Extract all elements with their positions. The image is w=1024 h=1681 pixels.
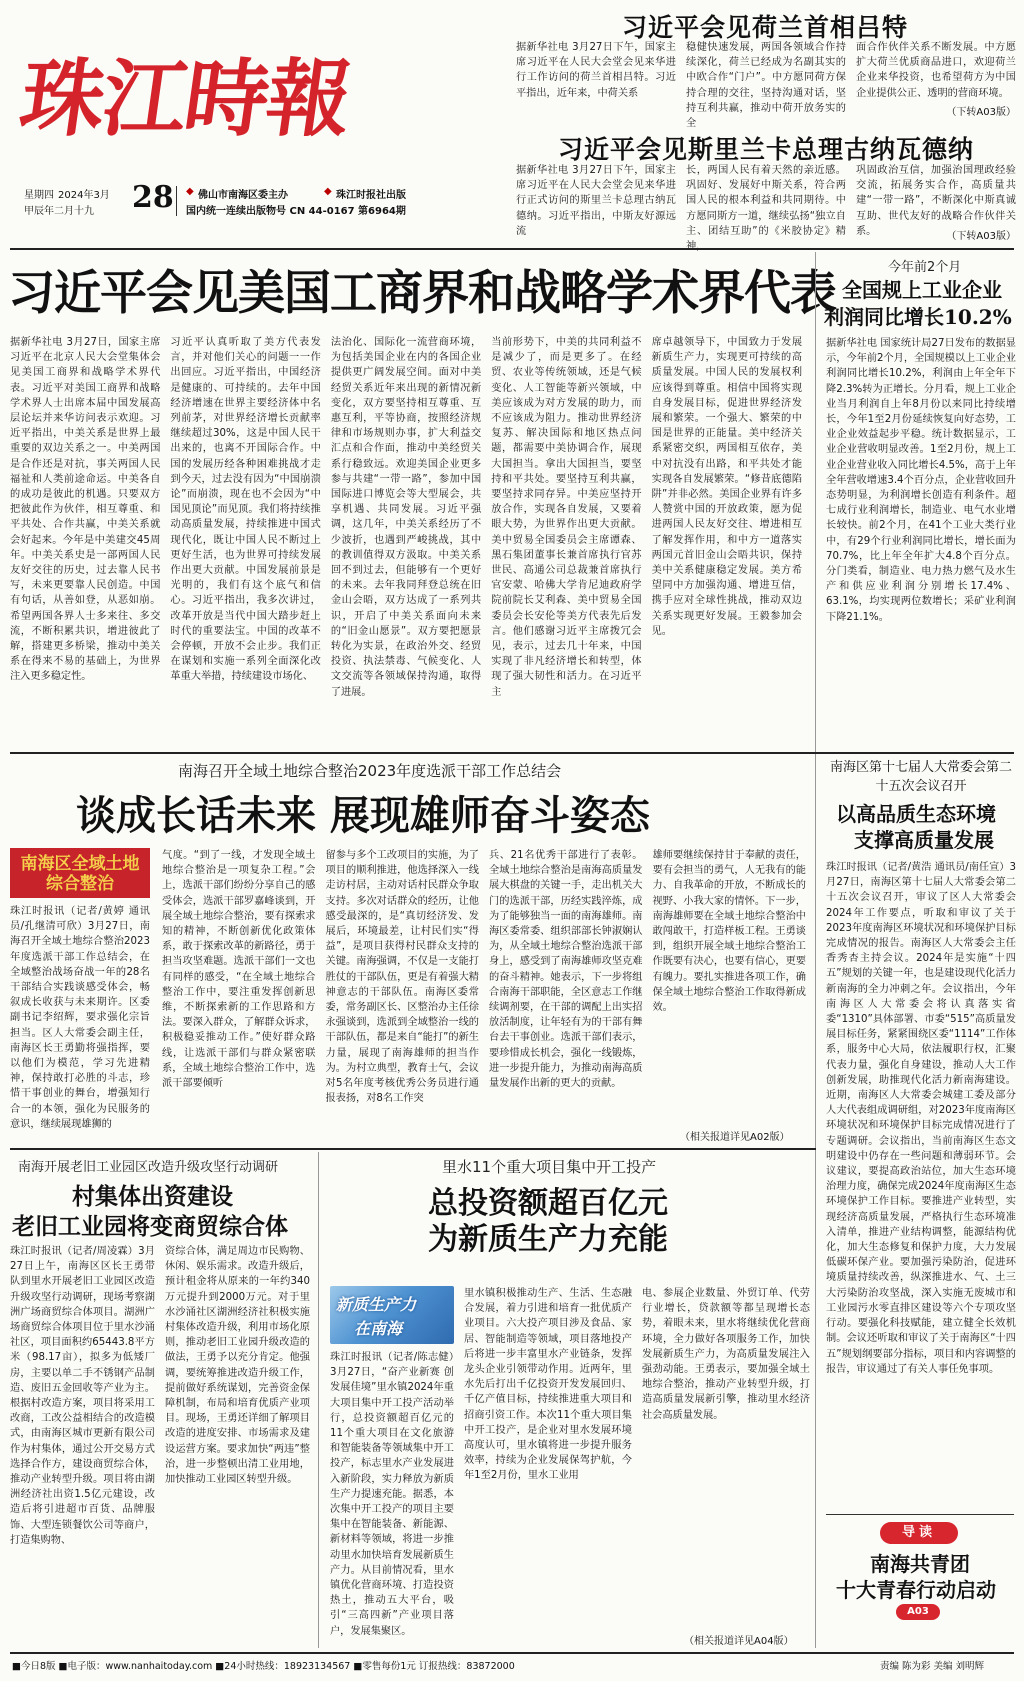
date-day: 28 [132,180,174,215]
section-logo-image [330,1286,454,1344]
story-column: 雄师要继续保持甘于奉献的责任，要有会担当的勇气，人无我有的能力、自我革命的开放，不断成长的视野、小我大家的情怀。下一步，南海雄师要在全域土地综合整治中敢闯敢干，打造样板工程。王勇谈到，组织开展全域土地综合整治工作既要有决心，也要有信心，更要有魄力。要扎实推进各项工作，确保全域土地综合整治工作取得新成效。 [652,850,806,1014]
related-note: （相关报道详见A04版） [684,1636,794,1647]
story-column: 稳健快速发展，两国各领域合作持续深化，荷兰已经成为名副其实的中欧合作“门户”。中方愿同荷方保持合理的交往，坚持沟通对话，坚持互利共赢，推动中荷开放务实的全 [686,42,846,130]
divider [10,1652,1014,1654]
side-headline: 全国规上工业企业 [842,278,1002,302]
story-column: 据新华社电 3月27日下午，国家主席习近平在人民大会堂会见来华进行工作访问的荷兰首相吕特。习近平指出，近年来，中荷关系 [516,42,676,99]
lead-story-body [10,335,802,747]
bm-kicker: 里水11个重大项目集中开工投产 [442,1158,657,1176]
sponsor: 佛山市南海区委主办 [198,190,288,201]
mid-kicker: 南海召开全域土地综合整治2023年度选派干部工作总结会 [178,762,562,780]
lunar-date: 甲辰年二月十九 [24,206,94,217]
youth-headline: 十大青春行动启动 [836,1578,996,1602]
side-kicker: 今年前2个月 [888,260,962,275]
related-note: （相关报道详见A02版） [680,1132,790,1143]
story-column: 据新华社电 3月27日下午，国家主席习近平在人民大会堂会见来华进行正式访问的斯里兰卡总理古纳瓦德纳。习近平指出，中斯友好源远流 [516,165,676,237]
side-headline: 利润同比增长10.2% [824,305,1012,329]
story-column: 习近平认真听取了美方代表发言，并对他们关心的问题一一作出回应。习近平指出，中国经济是健康的、可持续的。去年中国经济增速在世界主要经济体中名列前茅，对世界经济增长贡献率继续超过30%，这是中国人民干出来的，也离不开国际合作。中国的发展历经各种困难挑战才走到今天，过去没有因为“中国崩溃论”而崩溃，现在也不会因为“中国见顶论”而见顶。我们将持续推动高质量发展，持续推进中国式现代化，既让中国人民不断过上更好生活，也为世界可持续发展作出更大贡献。中国发展前景是光明的，我们有这个底气和信心。习近平指出，我多次讲过，改革开放是当代中国大踏步赶上时代的重要法宝。中国的改革不会停顿，开放不会止步。我们正在谋划和实施一系列全面深化改革重大举措，持续建设市场化、 [170,337,321,683]
story-column: 据新华社电 3月27日，国家主席习近平在北京人民大会堂集体会见美国工商界和战略学术界代表。习近平对美国工商界和战略学术界人士出席本届中国发展高层论坛并来华访问表示欢迎。习近平指出，中美关系是世界上最重要的双边关系之一。中美两国是合作还是对抗，事关两国人民福祉和人类前途命运。中美各自的成功是彼此的机遇。只要双方把彼此作为伙伴，相互尊重、和平共处、合作共赢，中美关系就会好起来。今年是中美建交45周年。中美关系史是一部两国人民友好交往的历史，过去靠人民书写，未来更要靠人民创造。中国有句话，从善如登，从恶如崩。希望两国各界人士多来往、多交流，不断积累共识，增进彼此了解，搭建更多桥梁，推动中美关系在得来不易的基础上，为世界注入更多稳定性。 [10,337,161,683]
continued-note: （下转A03版） [946,231,1016,242]
logo-text: 新质生产力 [336,1295,417,1314]
footer-editors: 责编 陈为彩 美编 刘明辉 [880,1661,985,1672]
bm-story-body [464,1286,810,1644]
side-kicker: 南海区第十七届人大常委会第二十五次会议召开 [829,760,1012,794]
divider [176,186,177,216]
logo-text: 在南海 [354,1319,403,1338]
divider [10,752,1014,754]
section-badge [10,848,150,898]
date-month: 2024年3月 [58,190,110,201]
column-rule [318,1152,319,1648]
divider [10,1148,816,1150]
badge-text: 综合整治 [46,874,114,894]
weekday: 星期四 [24,190,54,201]
publisher-icon: ◆ [324,186,332,197]
side-headline: 支撑高质量发展 [854,828,994,852]
footer-info: ■今日8版 ■电子版：www.nanhaitoday.com ■24小时热线：18923134567 ■零售每份1元 订报热线：83872000 [12,1661,515,1672]
story-column: 珠江时报讯（记者/周凌霖）3月27日上午，南海区区长王勇带队到里水开展老旧工业园区改造升级攻坚行动调研，现场考察湖洲广场商贸综合体项目。湖洲广场商贸综合体项目位于里水沙涌社区，项目面积约65443.8平方米（98.17亩），拟多为低矮厂房，主要以单二手不锈钢产品制造、废旧五金回收等产业为主。根据村改造方案，项目将采用工改商，工改公益相结合的改造模式，由南海区城市更新有限公司作为村集体，通过公开交易方式选择合作方，建设商贸综合体，推动产业转型升级。项目将由湖洲经济社出资1.5亿元建设，改造后将引进超市百货、品牌服饰、大型连锁餐饮公司等商户，打造集购物、 [10,1246,155,1546]
bm-headline: 总投资额超百亿元 [428,1186,668,1221]
story-headline: 习近平会见斯里兰卡总理古纳瓦德纳 [558,135,975,164]
story-column: 珠江时报讯（记者/黄婷 通讯员/孔继清可欣）3月27日，南海召开全域土地综合整治2023年度选派干部工作总结会，在全域整治战场奋战一年的28名干部结合实践谈感受体会，畅叙成长收获与未来期许。区委副书记李绍辉，要求强化宗旨担当。区人大常委会副主任，南海区长王勇勤将强指挥，要以他们为模范，学习先进精神，保持敢打必胜的斗志，珍惜干事创业的舞台，增强知行合一的本领，强化为民服务的意识，继续展现雄狮的 [10,906,150,1130]
story-column: 面合作伙伴关系不断发展。中方愿扩大荷兰优质商品进口，欢迎荷兰企业来华投资，也希望荷方为中国企业提供公正、透明的营商环境。 [856,42,1016,99]
story-column: 巩固政治互信，加强治国理政经验交流，拓展务实合作，高质量共建“一带一路”，不断深化中斯真诚互助、世代友好的战略合作伙伴关系。 [856,165,1016,237]
side-story-body: 珠江时报讯（记者/黄浩 通讯员/南任宣）3月27日，南海区第十七届人大常委会第二十五次会议召开，审议了区人大常委会2024年工作要点，听取和审议了关于2023年度南海区环境状况和环境保护目标完成情况的报告。南海区人大常委会主任香秀杏主持会议。2024年是实施“十四五”规划的关键一年，也是建设现代化活力新南海的全力冲刺之年。会议指出，今年南海区人大常委会将认真落实省委“1310”具体部署、市委“515”高质量发展目标任务，紧紧围绕区委“1114”工作体系，服务中心大局，依法履职行权，汇聚代表力量，强化自身建设，推动人大工作创新发展，助推现代化活力新南海建设。近期，南海区人大常委会城建工委及部分人大代表组成调研组，对2023年度南海区环境状况和环境保护目标完成情况进行了专题调研。会议指出，当前南海区生态文明建设中仍存在一些问题和薄弱环节。会议建议，要提高政治站位，加大生态环境治理力度，确保完成2024年度南海区生态环境保护工作目标。要推进产业转型，实现经济高质量发展，严格执行生态环境准入清单，推进产业结构调整，能源结构优化，加大生态修复和保护力度，大力发展低碳环保产业。要加强污染防治，促进环境质量持续改善，纵深推进水、气、土三大污染防治攻坚战，深入实施无废城市和工业园污水零直排区建设等六个专项攻坚行动。要强化科技赋能，建立健全长效机制。会议还听取和审议了关于南海区“十四五”规划纲要部分指标，项目和内容调整的报告，审议通过了有关人事任免事项。 [826,862,1016,1375]
masthead-info [24,180,444,224]
story-column: 珠江时报讯（记者/陈志健）3月27日，“奋产业新赛 创发展佳境”里水镇2024年重大项目集中开工投产活动举行，总投资额超百亿元的11个重大项目在文化旅游和智能装备等领域集中开工投产，标志里水产业发展进入新阶段，实力释放为新质生产力提速充能。据悉，本次集中开工投产的项目主要集中在智能装备、新能源、新材料等领域，将进一步推动里水加快培育发展新质生产力。从目前情况看，里水镇优化营商环境、打造投资热土，推动五大平台，吸引“三高四新”产业项目落户，发展集聚区。 [330,1352,454,1637]
column-rule [815,252,816,1648]
guide-badge: 导读 [880,1522,958,1544]
issue-number: 国内统一连续出版物号 CN 44-0167 第6964期 [186,206,406,217]
side-headline: 以高品质生态环境 [836,802,996,826]
page-reference-badge[interactable]: A03 [896,1604,940,1620]
story-column: 里水镇积极推动生产、生活、生态融合发展，着力引进和培育一批优质产业项目。六大投产项目涉及食品、家居、智能制造等领域，项目落地投产后将进一步丰富里水产业链条，发挥龙头企业引领带动作用。近两年，里水先后打出千亿投资开发发展回归、千亿产值目标，持续推进重大项目和招商引资工作。本次11个重大项目集中开工投产，是企业对里水发展环境高度认可，里水镇将进一步提升服务效率，持续为企业发展保驾护航，今年1至2月份，里水工业用 [464,1288,632,1482]
youth-headline: 南海共青团 [870,1552,970,1576]
bl-story-body [10,1244,310,1644]
bm-headline: 为新质生产力充能 [428,1222,668,1257]
story-column: 资综合体，满足周边市民购物、休闲、娱乐需求。改造升级后，预计租金将从原来的一年约340万元提升到2000万元。对于里水沙涌社区湖洲经济社积极实施村集体改造升级，利用市场化原则，推动老旧工业园升级改造的做法，王勇予以充分肯定。他强调，要统筹推进改造升级工作，提前做好系统谋划，完善资金保障机制，布局和培育优质产业项目。现场，王勇还详细了解项目改造的进度安排、市场需求及建设运营方案。要求加快“两违”整治，进一步整顿出清工业用地，加快推动工业园区转型升级。 [165,1246,310,1486]
story-column: 席卓越领导下，中国致力于发展新质生产力，实现更可持续的高质量发展。中国人民的发展权利应该得到尊重。相信中国将实现自身发展目标，促进世界经济发展和繁荣。一个强大、繁荣的中国是世界的正能量。美中经济关系紧密交织，两国相互依存，美中对抗没有出路，和平共处才能实现各自发展繁荣。“修昔底德陷阱”并非必然。美国企业界有许多人赞赏中国的开放政策，愿为促进两国人民友好交往、增进相互了解发挥作用，和中方一道落实两国元首旧金山会晤共识，保持美中关系健康稳定发展。美方希望同中方加强沟通、增进互信，携手应对全球性挑战，推动双边关系实现更好发展。王毅参加会见。 [651,337,803,637]
story-column: 兵、21名优秀干部进行了表彰。全域土地综合整治是南海高质量发展大棋盘的关键一手，走出机关大门的选派干部，历经实践淬炼，成为了能够独当一面的南海雄师。南海区委常委、组织部部长钟淑娴认为，从全域土地综合整治选派干部身上，感受到了南海雄师攻坚克难的奋斗精神。她表示，下一步将组合南海干部职能，全区意志工作继续调剂要，在干部的调配上出实招放活制度，让年轻有为的干部有舞台去干事创业。选派干部们表示，要珍惜成长机会，强化一线锻炼，进一步提升能力，为推动南海高质量发展作出新的更大的贡献。 [489,850,643,1090]
continued-note: （下转A03版） [946,107,1016,118]
bl-headline: 老旧工业园将变商贸综合体 [12,1213,288,1240]
bl-headline: 村集体出资建设 [72,1183,233,1210]
lead-headline: 习近平会见美国工商界和战略学术界代表 [8,266,836,321]
side-story-body: 据新华社电 国家统计局27日发布的数据显示，今年前2个月，全国规模以上工业企业利润同比增长10.2%，利润由上年全年下降2.3%转为正增长。分月看，规上工业企业当月利润自上年8月份以来同比持续增长，今年1至2月份延续恢复向好态势，工业企业效益起步平稳。统计数据显示，工业企业营收明显改善。1至2月份，规上工业企业营业收入同比增长4.5%，高于上年全年营收增速3.4个百分点，企业营收回升态势明显，为利润增长创造有利条件。超七成行业利润增长，制造业、电气水业增长较快。前2个月，在41个工业大类行业中，有29个行业利润同比增长，增长面为70.7%，比上年全年扩大4.8个百分点。分门类看，制造业、电力热力燃气及水生产和供应业利润分别增长17.4%、63.1%，均实现两位数增长；采矿业利润下降21.1%。 [826,338,1016,623]
story-column: 电、参展企业数量、外贸订单、代劳行业增长，贷款额等都呈现增长态势，着眼未来，里水将继续优化营商环境，全力做好各项服务工作，加快发展新质生产力，为高质量发展注入强劲动能。王勇表示，要加强全域土地综合整治，推动产业转型升级，打造高质量发展新引擎，推动里水经济社会高质量发展。 [642,1288,810,1421]
newspaper-logo: 珠江時報 [14,49,357,148]
story-headline: 习近平会见荷兰首相吕特 [622,13,909,42]
story-column: 法治化、国际化一流营商环境，为包括美国企业在内的各国企业提供更广阔发展空间。面对中美经贸关系近年来出现的新情况新变化，双方要坚持相互尊重、互惠互利，平等协商，按照经济规律和市场规则办事，扩大利益交汇点和合作面，推动中美经贸关系行稳致远。欢迎美国企业更多参与共建“一带一路”，参加中国国际进口博览会等大型展会，共享机遇、共同发展。习近平强调，这几年，中美关系经历了不少波折，也遇到严峻挑战，其中的教训值得双方汲取。中美关系回不到过去，但能够有一个更好的未来。去年我同拜登总统在旧金山会晤，双方达成了一系列共识，开启了中美关系面向未来的“旧金山愿景”。双方要把愿景转化为实景，在政治外交、经贸投资、执法禁毒、气候变化、人文交流等各领域保持沟通，取得了进展。 [330,337,482,698]
publisher: 珠江时报社出版 [336,190,406,201]
story-column: 留参与多个工改项目的实施，为了项目的顺利推进，他选择深入一线走访村居，主动对话村民群众争取支持。多次对话群众的经历，让他感受最深的，是“真切经济发、发展后，环境最差，让村民们实“得益”，是项目获得村民群众支持的关键。南海强调，不仅是一支能打胜仗的干部队伍，更是有着强大精神意志的干部队伍。南海区委常委，常务副区长、区整治办主任徐永强谈到，选派到全域整治一线的干部队伍，都是来自“能打”的新生力量，展现了南海雄师的担当作为。为村立典型，教育士气，会议对5名年度考核优秀公务员进行通报表扬，对8名工作突 [325,850,479,1105]
divider [826,1514,1014,1515]
divider [10,248,1014,250]
mid-headline: 谈成长话未来 展现雄师奋斗姿态 [76,792,650,839]
badge-text: 南海区全域土地 [20,854,140,874]
mid-story-body [162,848,806,1140]
story-column: 气度。“到了一线，才发现全域土地综合整治是一项复杂工程。”会上，选派干部们纷纷分享自己的感受体会，选派干部罗嘉峰谈到，开展全域土地综合整治，要有探索求知的精神，不断创新优化政策体系，敢于探索改革的新路径，勇于担当攻坚难题。选派干部们一文也有同样的感受，“在全域土地综合整治工作中，要注重发挥创新思维，不断探索新的工作思路和方法。要深入群众，了解群众诉求，积极稳妥推动工作。”使好群众路线，让选派干部们与群众紧密联系，全域土地综合整治工作中，选派干部要倾听 [162,850,316,1090]
sponsor-icon: ◆ [186,186,194,197]
story-column: 当前形势下，中美的共同利益不是减少了，而是更多了。在经贸、农业等传统领域，还是气候变化、人工智能等新兴领域，中美应该成为对方发展的助力，而不应该成为阻力。推动世界经济复苏、解决国际和地区热点问题，都需要中美协调合作，展现大国担当。拿出大国担当，要坚持和平共处。要坚持互利共赢，要坚持求同存异。中美应坚持开放合作，实现各自发展，又要着眼大势，为世界作出更大贡献。美中贸易全国委员会主席谭森、黑石集团董事长兼首席执行官苏世民、高通公司总裁兼首席执行官安蒙、哈佛大学肯尼迪政府学院前院长艾利森、美中贸易全国委员会长安伦等美方代表先后发言。他们感谢习近平主席拨冗会见，表示，过去几十年来，中国实现了非凡经济增长和转型，体现了强大韧性和活力。在习近平主 [491,337,642,698]
bl-kicker: 南海开展老旧工业园区改造升级攻坚行动调研 [18,1160,279,1175]
story-column: 长，两国人民有着天然的亲近感。巩固好、发展好中斯关系，符合两国人民的根本利益和共同期待。中方愿同斯方一道，继续弘扬“独立自主、团结互助”的《米胶协定》精神， [686,165,846,253]
